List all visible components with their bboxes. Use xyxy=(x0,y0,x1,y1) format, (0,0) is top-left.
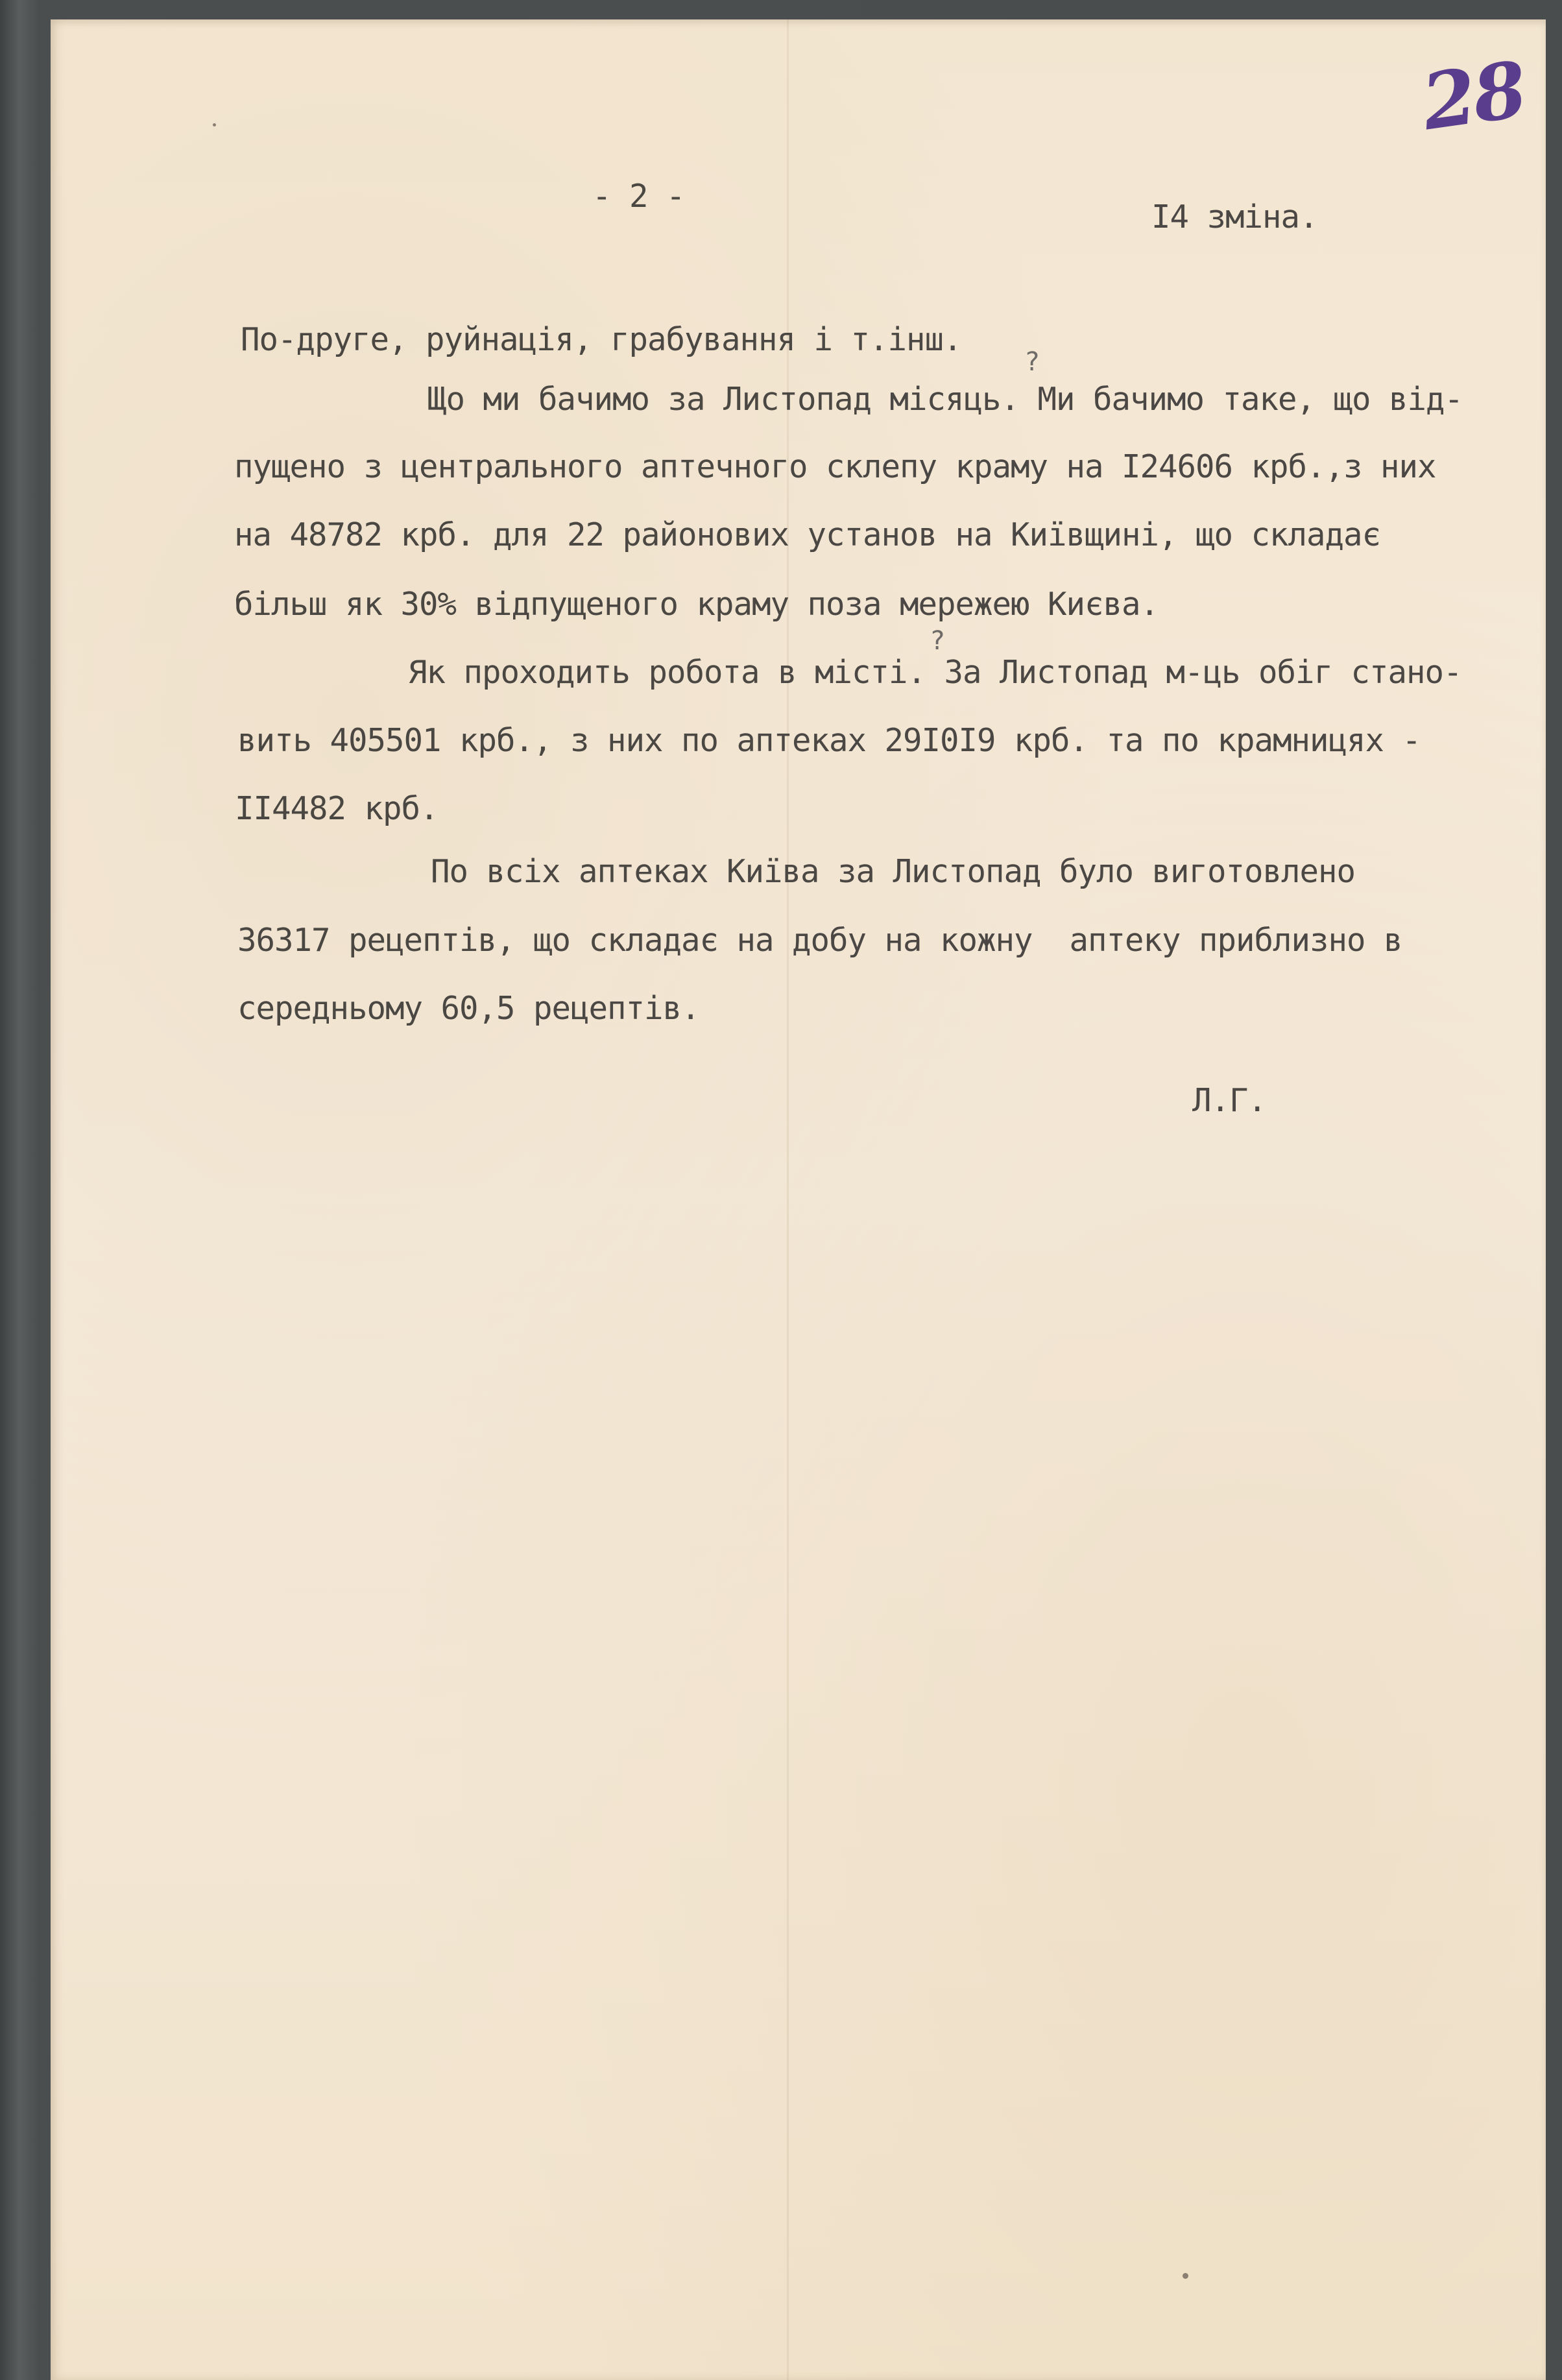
paper-speck xyxy=(213,123,216,126)
text-line-4: на 48782 крб. для 22 районових установ на Київщині, що складає xyxy=(234,516,1381,553)
text-line-2: Що ми бачимо за Листопад місяць. Ми бачимо таке, що від- xyxy=(427,381,1463,418)
text-line-8: II4482 крб. xyxy=(235,790,439,827)
text-line-6: Як проходить робота в місті. За Листопад м-ць обіг стано- xyxy=(408,654,1462,691)
handwritten-question-mark: ? xyxy=(1026,347,1040,377)
text-line-9: По всіх аптеках Київа за Листопад було виготовлено xyxy=(431,853,1356,890)
paper-fold-line xyxy=(787,19,789,2380)
signature-initials: Л.Г. xyxy=(1192,1082,1267,1119)
text-line-3: пущено з центрального аптечного склепу краму на I24606 крб.,з них xyxy=(234,448,1436,485)
date-line: I4 зміна. xyxy=(1151,198,1318,235)
handwritten-question-mark: ? xyxy=(931,626,945,656)
page-number: - 2 - xyxy=(592,178,685,215)
text-line-11: середньому 60,5 рецептів. xyxy=(237,990,700,1027)
text-line-1: По-друге, руйнація, грабування і т.інш. xyxy=(241,321,962,358)
text-line-7: вить 405501 крб., з них по аптеках 29I0I9 крб. та по крамницях - xyxy=(237,722,1421,759)
paper-sheet xyxy=(51,19,1546,2380)
text-line-10: 36317 рецептів, що складає на добу на кожну аптеку приблизно в xyxy=(237,922,1402,959)
paper-speck xyxy=(1183,2273,1188,2279)
archive-page-number: 28 xyxy=(1417,43,1530,148)
text-line-5: більш як 30% відпущеного краму поза мережею Києва. xyxy=(234,586,1159,623)
